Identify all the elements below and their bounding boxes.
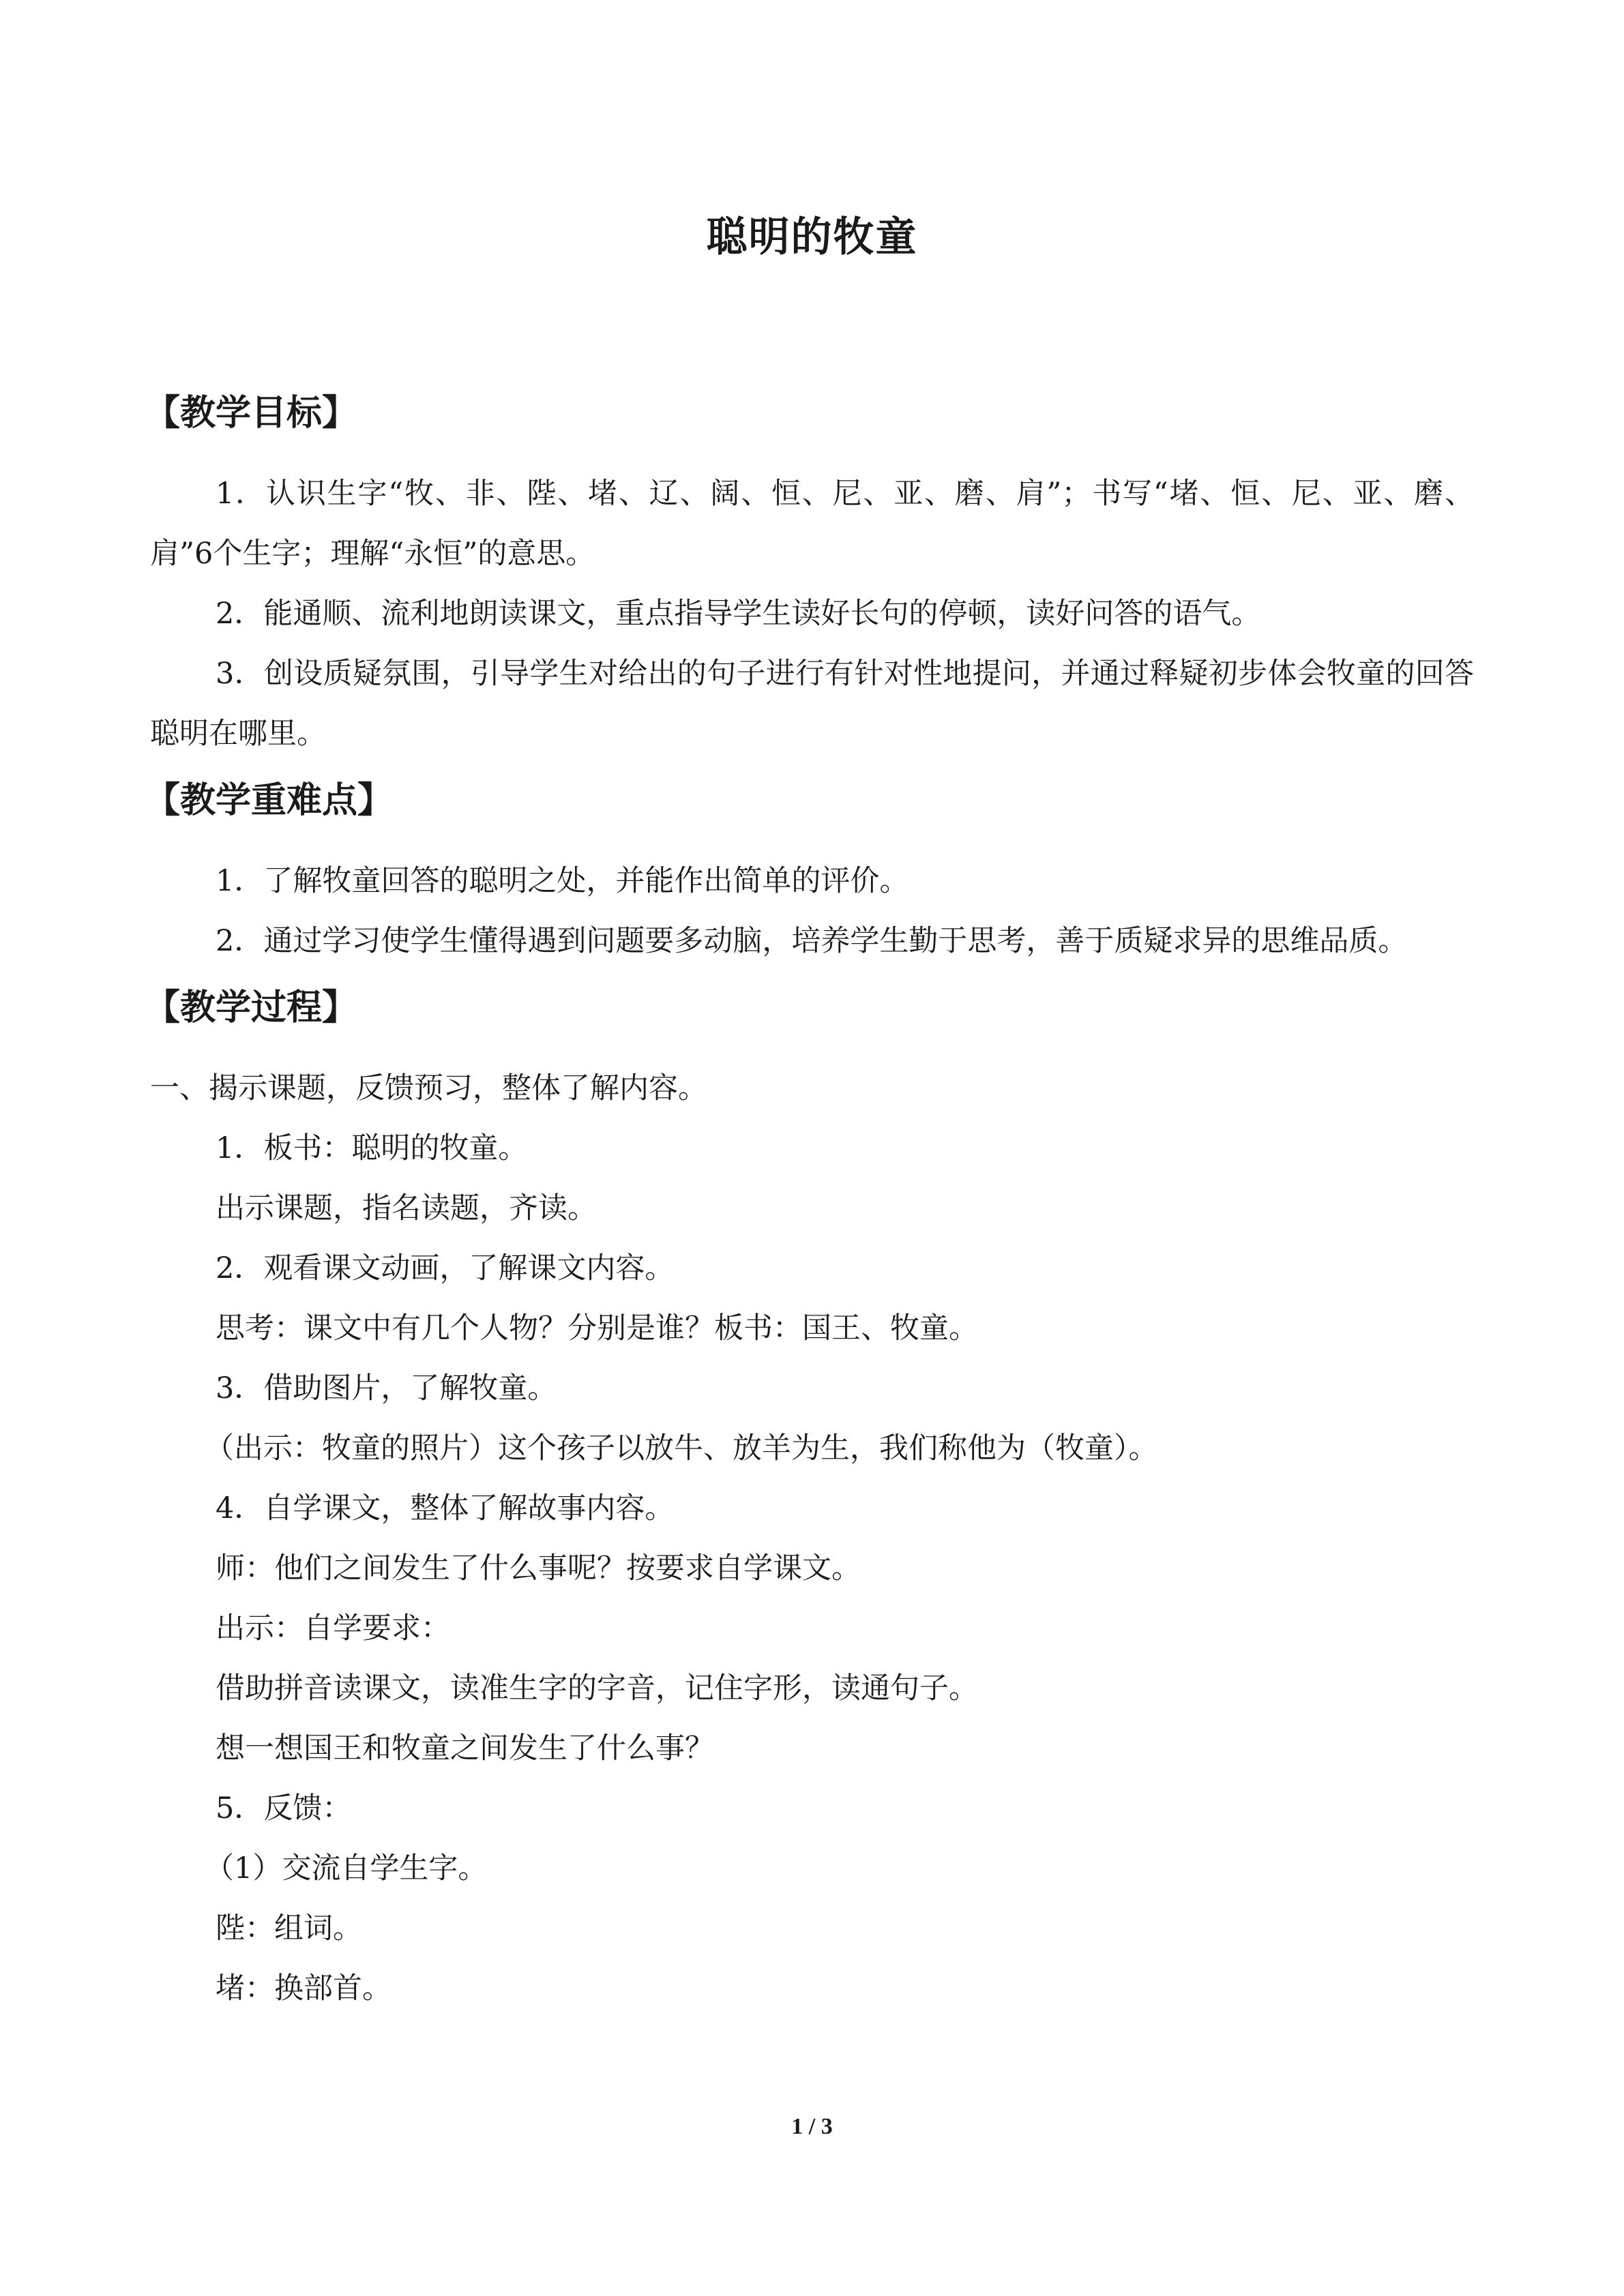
- section-heading-process: 【教学过程】: [145, 987, 358, 1028]
- process-line: 1．板书：聪明的牧童。: [216, 1131, 528, 1165]
- page-number: 1 / 3: [791, 2114, 833, 2139]
- process-step-heading: 一、揭示课题，反馈预习，整体了解内容。: [150, 1071, 707, 1105]
- document-body: [145, 368, 1474, 2018]
- process-line: 2．观看课文动画，了解课文内容。: [216, 1251, 675, 1285]
- objectives-list: [150, 464, 1474, 764]
- process-line: 5．反馈：: [216, 1791, 352, 1825]
- process-line: 出示：自学要求：: [216, 1611, 450, 1645]
- section-heading-objectives: 【教学目标】: [145, 393, 358, 434]
- document-title: 聪明的牧童: [706, 213, 918, 261]
- process-list: [150, 1058, 1474, 2018]
- process-line: 想一想国王和牧童之间发生了什么事？: [216, 1731, 714, 1765]
- objective-item: 2．能通顺、流利地朗读课文，重点指导学生读好长句的停顿，读好问答的语气。: [216, 597, 1261, 631]
- objective-item: 1．认识生字“牧、非、陛、堵、辽、阔、恒、尼、亚、磨、肩”；书写“堵、恒、尼、亚、磨、肩”6个生字；理解“永恒”的意思。: [150, 477, 1474, 571]
- process-line: 陛：组词。: [216, 1911, 362, 1945]
- key-point-item: 1．了解牧童回答的聪明之处，并能作出简单的评价。: [216, 864, 909, 898]
- process-line: 堵：换部首。: [216, 1971, 392, 2006]
- process-line: 3．借助图片，了解牧童。: [216, 1371, 557, 1405]
- section-heading-key-points: 【教学重难点】: [145, 780, 394, 821]
- process-line: 出示课题，指名读题，齐读。: [216, 1191, 597, 1225]
- objective-item: 3．创设质疑氛围，引导学生对给出的句子进行有针对性地提问，并通过释疑初步体会牧童的回答聪明在哪里。: [150, 657, 1474, 751]
- key-points-list: [150, 851, 1474, 971]
- process-line: 借助拼音读课文，读准生字的字音，记住字形，读通句子。: [216, 1671, 978, 1705]
- process-line: 师：他们之间发生了什么事呢？按要求自学课文。: [216, 1551, 861, 1585]
- key-point-item: 2．通过学习使学生懂得遇到问题要多动脑，培养学生勤于思考，善于质疑求异的思维品质。: [216, 924, 1408, 958]
- process-line: 思考：课文中有几个人物？分别是谁？板书：国王、牧童。: [216, 1311, 978, 1345]
- process-line: 4．自学课文，整体了解故事内容。: [216, 1491, 675, 1525]
- process-line: （1）交流自学生字。: [205, 1851, 488, 1885]
- process-line: （出示：牧童的照片）这个孩子以放牛、放羊为生，我们称他为（牧童）。: [205, 1431, 1158, 1465]
